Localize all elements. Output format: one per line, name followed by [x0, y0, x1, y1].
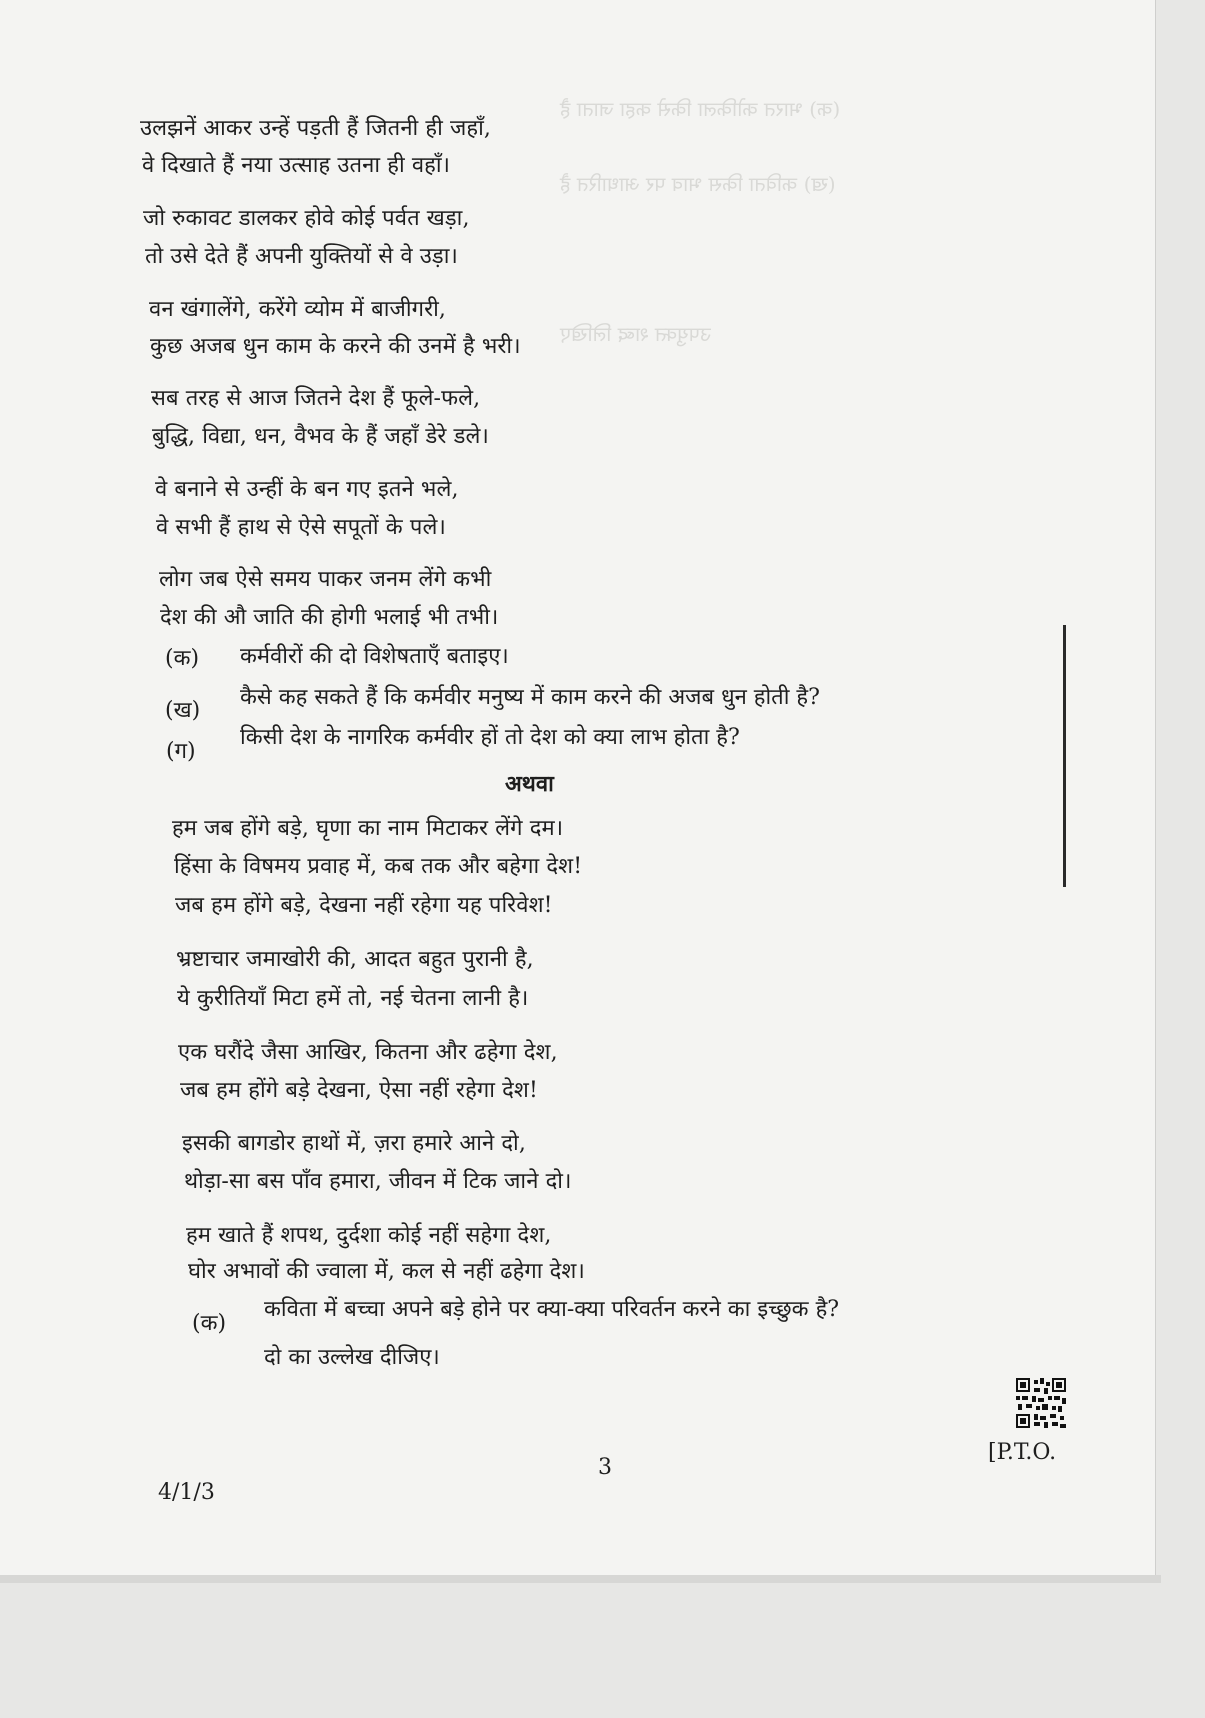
margin-line	[1063, 625, 1066, 887]
poem-line: हिंसा के विषमय प्रवाह में, कब तक और बहेगा देश!	[174, 854, 583, 879]
poem-line: बुद्धि, विद्या, धन, वैभव के हैं जहाँ डेरे डले।	[152, 424, 489, 449]
poem-line: उलझनें आकर उन्हें पड़ती हैं जितनी ही जहाँ,	[140, 116, 491, 141]
question-label: (क)	[192, 1311, 227, 1336]
poem-line: हम खाते हैं शपथ, दुर्दशा कोई नहीं सहेगा देश,	[186, 1223, 552, 1248]
pto-label: [P.T.O.	[988, 1440, 1057, 1465]
poem-line: घोर अभावों की ज्वाला में, कल से नहीं ढहेगा देश।	[188, 1259, 585, 1284]
poem-line: कुछ अजब धुन काम के करने की उनमें है भरी।	[150, 334, 521, 359]
poem-line: ये कुरीतियाँ मिटा हमें तो, नई चेतना लानी है।	[177, 986, 529, 1011]
paper-code: 4/1/3	[158, 1480, 215, 1505]
question-continuation: दो का उल्लेख दीजिए।	[264, 1345, 440, 1370]
question-label: (ग)	[166, 739, 196, 764]
poem-line: जो रुकावट डालकर होवे कोई पर्वत खड़ा,	[143, 206, 470, 231]
poem-line: जब हम होंगे बड़े देखना, ऐसा नहीं रहेगा देश!	[180, 1078, 538, 1103]
show-through-text: उपयुक्त शब्द लिखिए	[560, 322, 711, 346]
poem-line: वे सभी हैं हाथ से ऐसे सपूतों के पले।	[156, 515, 446, 540]
poem-line: भ्रष्टाचार जमाखोरी की, आदत बहुत पुरानी है,	[176, 947, 534, 972]
page-number: 3	[598, 1455, 612, 1480]
qr-code-icon	[1016, 1378, 1066, 1428]
question-text: कर्मवीरों की दो विशेषताएँ बताइए।	[240, 644, 509, 669]
poem-line: वे बनाने से उन्हीं के बन गए इतने भले,	[155, 477, 459, 502]
poem-line: थोड़ा-सा बस पाँव हमारा, जीवन में टिक जाने दो।	[184, 1169, 572, 1194]
question-label: (क)	[165, 646, 200, 671]
poem-line: एक घरौंदे जैसा आखिर, कितना और ढहेगा देश,	[178, 1040, 558, 1065]
poem-line: जब हम होंगे बड़े, देखना नहीं रहेगा यह परिवेश!	[175, 893, 553, 918]
show-through-text: (क) भारत कोकिला किसे कहा जाता है	[560, 97, 841, 121]
poem-line: तो उसे देते हैं अपनी युक्तियों से वे उड़ा।	[145, 244, 458, 269]
show-through-text: (ख) कविता किस भाव पर आधारित है	[560, 172, 836, 196]
poem-line: देश की औ जाति की होगी भलाई भी तभी।	[160, 605, 499, 630]
or-heading: अथवा	[505, 771, 554, 797]
poem-line: सब तरह से आज जितने देश हैं फूले-फले,	[151, 386, 481, 411]
question-text: किसी देश के नागरिक कर्मवीर हों तो देश को क्या लाभ होता है?	[240, 725, 740, 750]
question-text: कविता में बच्चा अपने बड़े होने पर क्या-क्या परिवर्तन करने का इच्छुक है?	[264, 1297, 840, 1322]
question-label: (ख)	[165, 698, 201, 723]
poem-line: हम जब होंगे बड़े, घृणा का नाम मिटाकर लेंगे दम।	[172, 816, 564, 841]
poem-line: इसकी बागडोर हाथों में, ज़रा हमारे आने दो,	[182, 1131, 526, 1156]
poem-line: लोग जब ऐसे समय पाकर जनम लेंगे कभी	[159, 567, 492, 592]
poem-line: वन खंगालेंगे, करेंगे व्योम में बाजीगरी,	[149, 297, 447, 322]
poem-line: वे दिखाते हैं नया उत्साह उतना ही वहाँ।	[142, 153, 451, 178]
question-text: कैसे कह सकते हैं कि कर्मवीर मनुष्य में काम करने की अजब धुन होती है?	[240, 685, 820, 710]
